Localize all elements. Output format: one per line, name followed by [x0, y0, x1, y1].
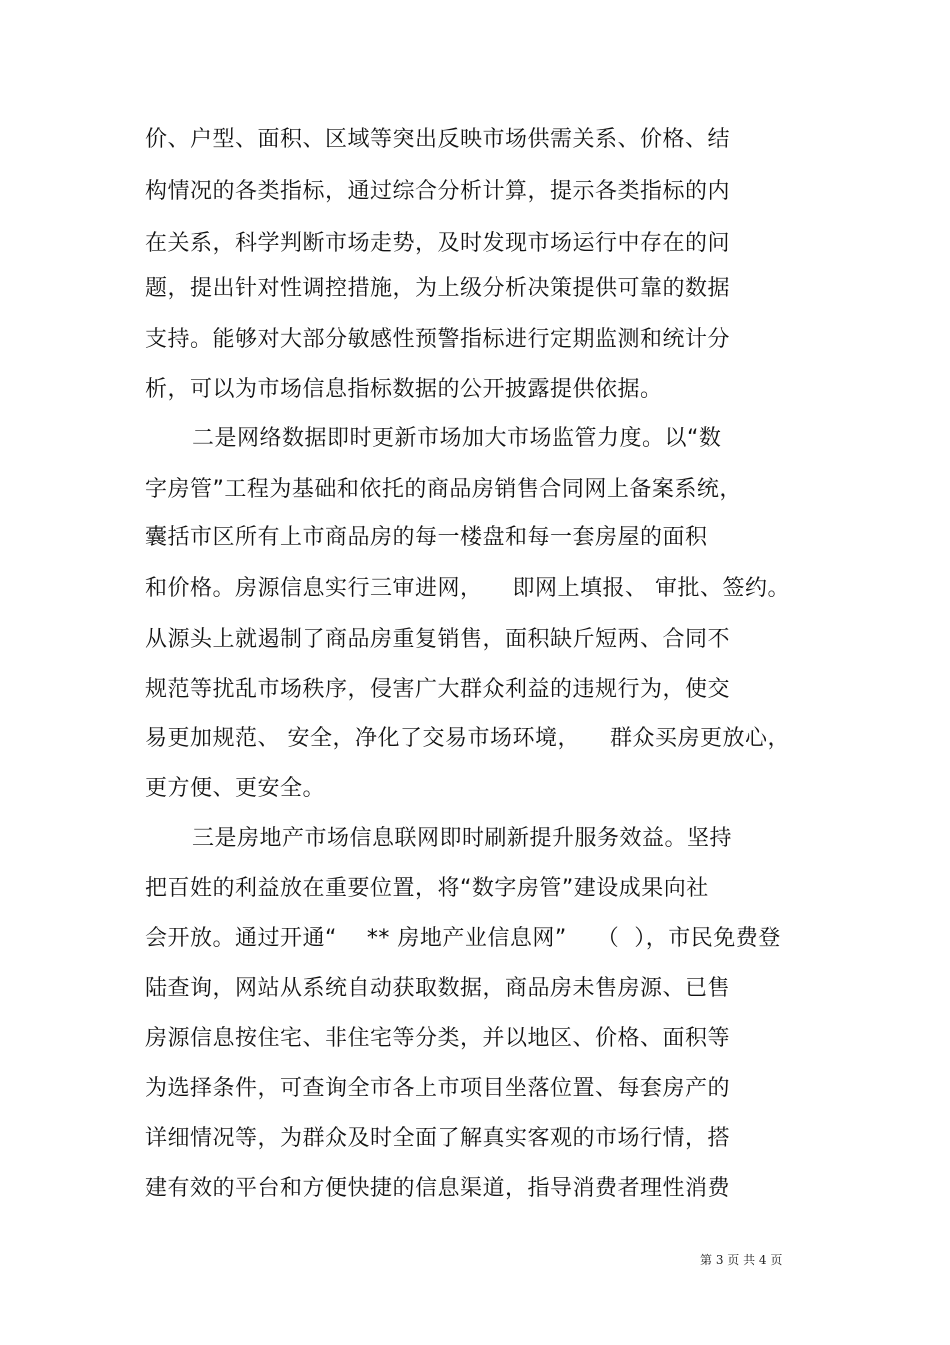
body-text-line: 易更加规范、 安全，净化了交易市场环境， 群众买房更放心，: [145, 726, 790, 751]
body-text-line: 题，提出针对性调控措施，为上级分析决策提供可靠的数据: [145, 276, 731, 301]
body-text-line: 会开放。通过开通“ ** 房地产业信息网” （ ），市民免费登: [145, 926, 781, 951]
body-text-line: 更方便、更安全。: [145, 776, 326, 801]
body-text-line: 析，可以为市场信息指标数据的公开披露提供依据。: [145, 377, 663, 402]
body-text-line: 陆查询，网站从系统自动获取数据，商品房未售房源、已售: [145, 976, 731, 1001]
body-text-line: 价、户型、面积、区域等突出反映市场供需关系、价格、结: [145, 127, 731, 152]
body-text-line: 字房管”工程为基础和依托的商品房销售合同网上备案系统，: [145, 477, 742, 502]
body-text-line: 支持。能够对大部分敏感性预警指标进行定期监测和统计分: [145, 327, 731, 352]
body-text-line: 把百姓的利益放在重要位置，将“数字房管”建设成果向社: [145, 876, 709, 901]
body-text-line: 规范等扰乱市场秩序，侵害广大群众利益的违规行为，使交: [145, 677, 731, 702]
body-text-line: 构情况的各类指标，通过综合分析计算，提示各类指标的内: [145, 179, 731, 204]
body-text-line: 在关系，科学判断市场走势，及时发现市场运行中存在的问: [145, 231, 731, 256]
paragraph-first-line: 三是房地产市场信息联网即时刷新提升服务效益。坚持: [192, 826, 733, 851]
body-text-line: 房源信息按住宅、非住宅等分类，并以地区、价格、面积等: [145, 1026, 731, 1051]
body-text-line: 和价格。房源信息实行三审进网， 即网上填报、 审批、签约。: [145, 576, 790, 601]
body-text-line: 详细情况等，为群众及时全面了解真实客观的市场行情，搭: [145, 1126, 731, 1151]
page-number-footer: 第 3 页 共 4 页: [700, 1253, 783, 1267]
body-text-line: 建有效的平台和方便快捷的信息渠道，指导消费者理性消费: [145, 1176, 731, 1201]
paragraph-first-line: 二是网络数据即时更新市场加大市场监管力度。以“数: [192, 426, 722, 451]
body-text-line: 从源头上就遏制了商品房重复销售，面积缺斤短两、合同不: [145, 627, 731, 652]
body-text-line: 为选择条件，可查询全市各上市项目坐落位置、每套房产的: [145, 1076, 731, 1101]
body-text-line: 囊括市区所有上市商品房的每一楼盘和每一套房屋的面积: [145, 525, 708, 550]
